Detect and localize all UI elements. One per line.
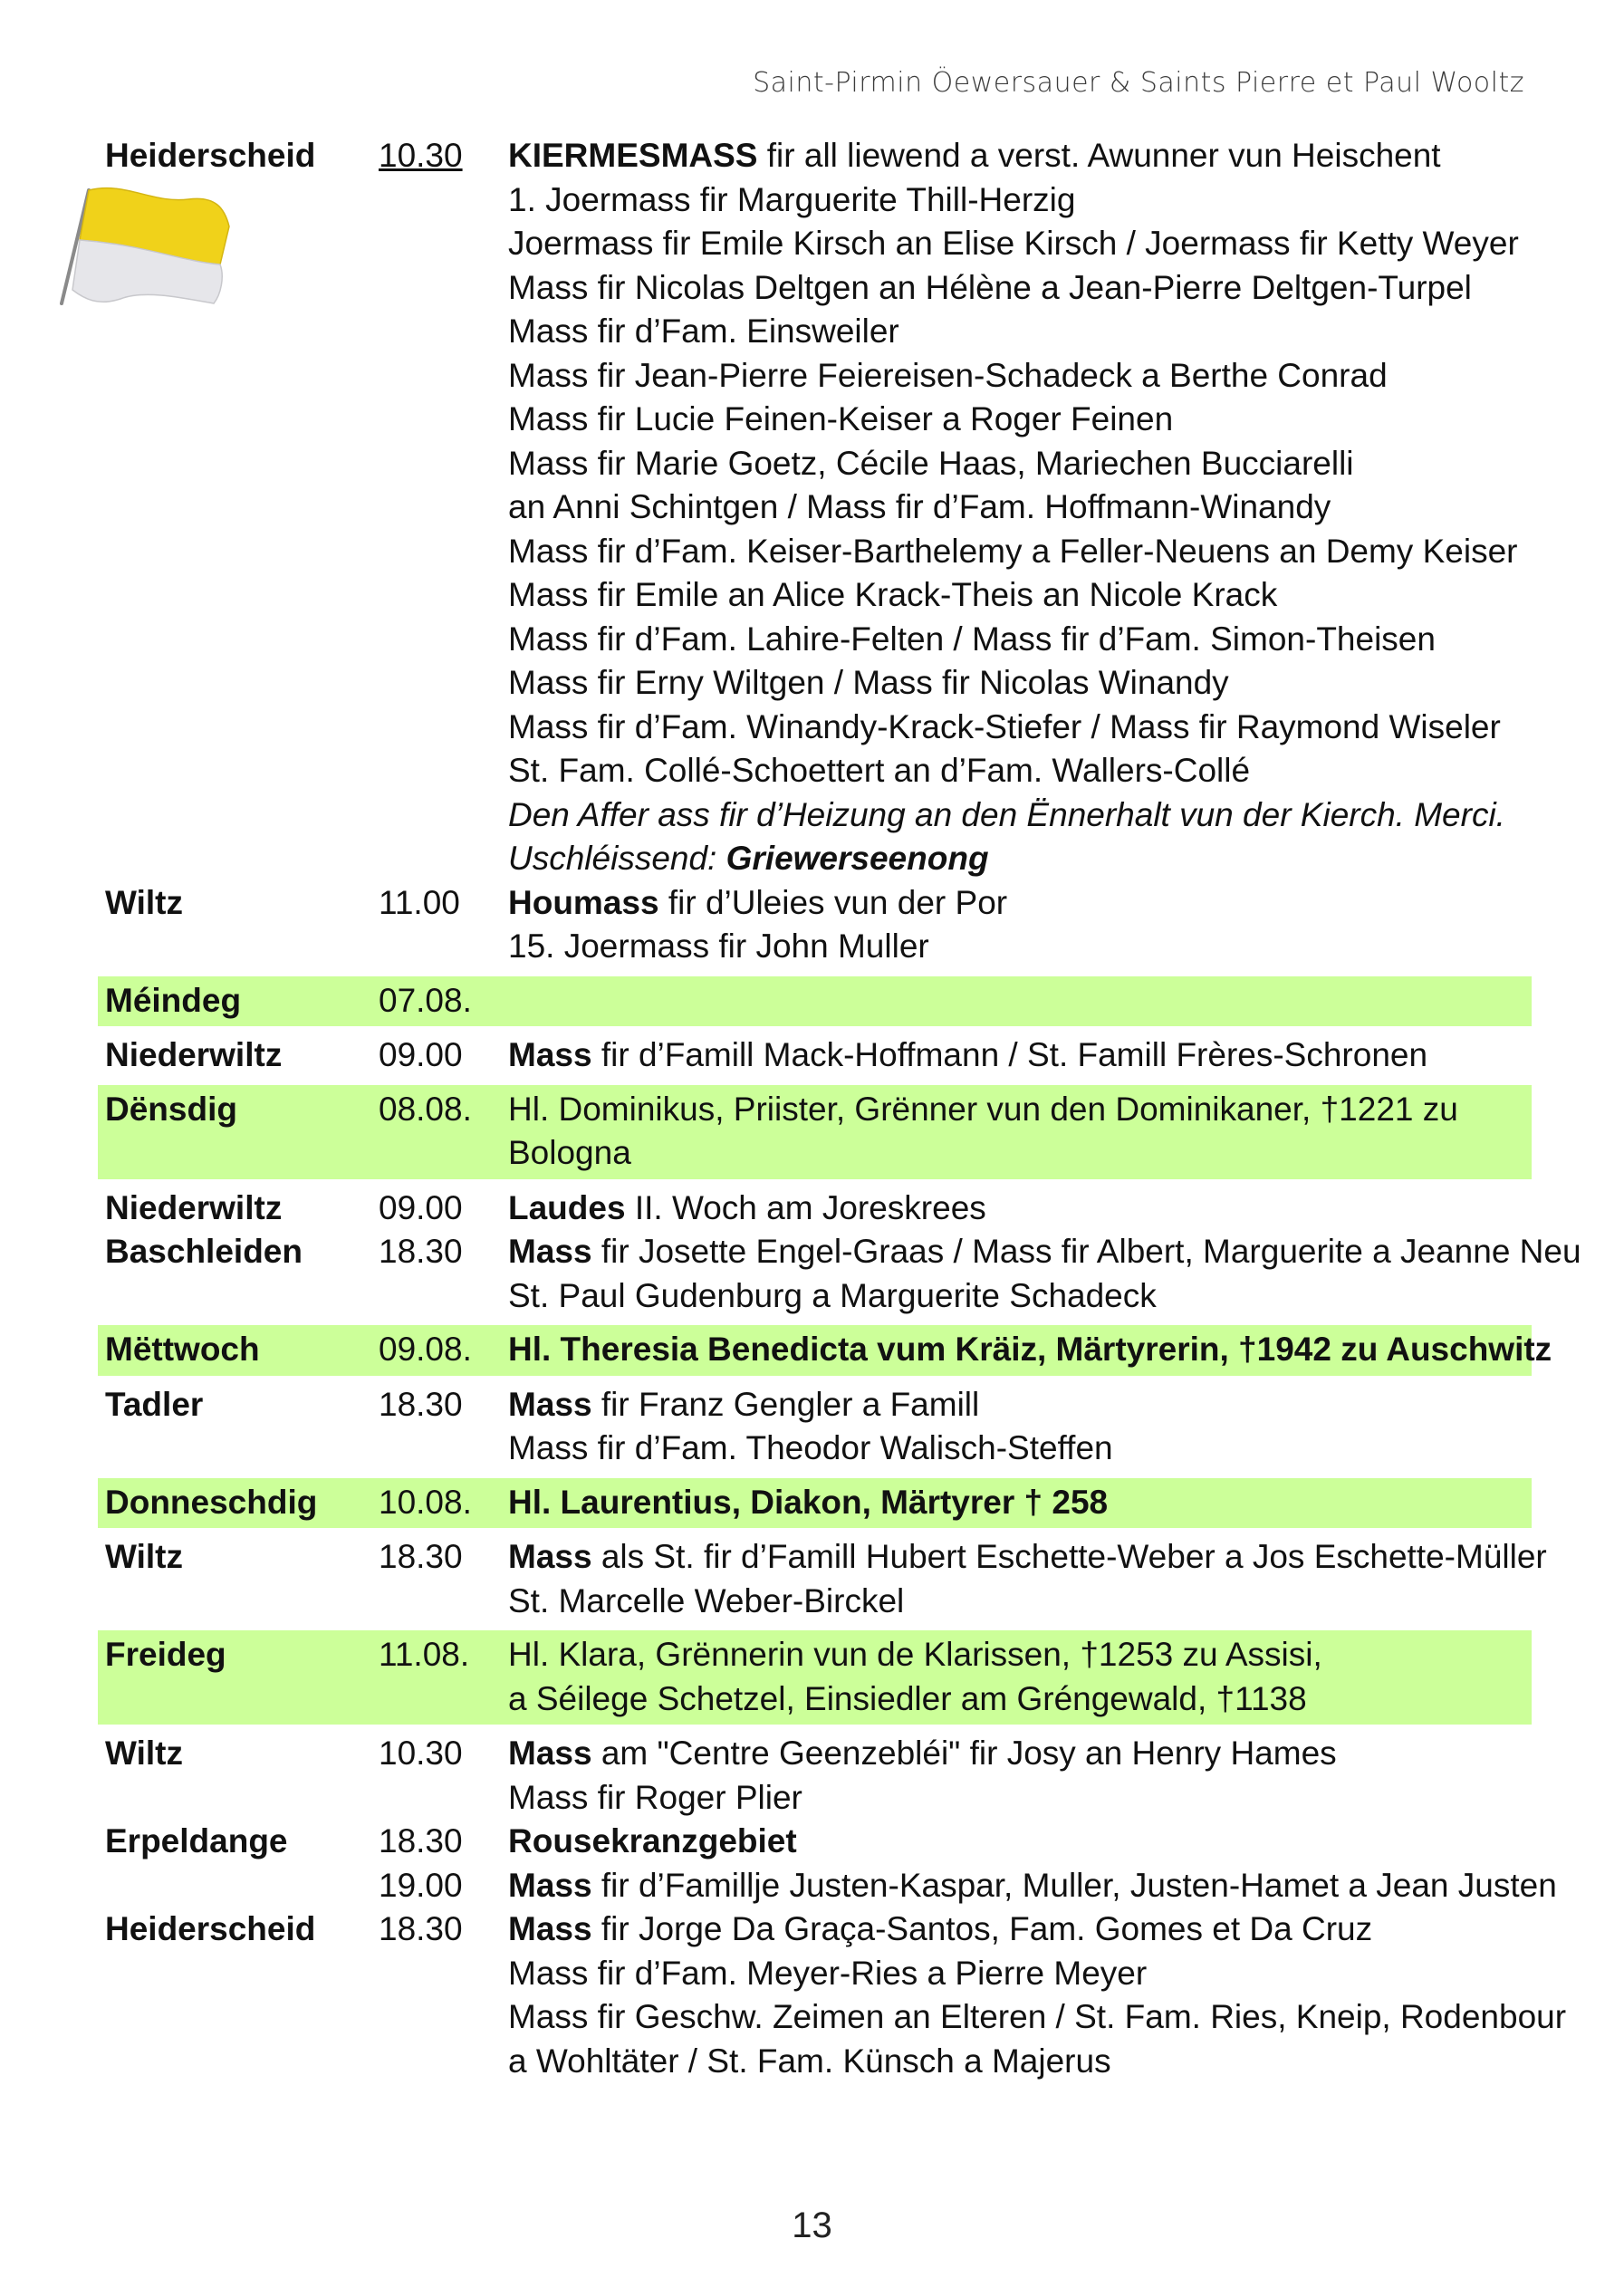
plain-text: Bologna bbox=[508, 1134, 631, 1171]
schedule-row bbox=[98, 1187, 1581, 1319]
date-value: 07.08. bbox=[379, 981, 472, 1019]
plain-text: Mass fir Nicolas Deltgen an Hélène a Jean-Pierre Deltgen-Turpel bbox=[508, 268, 1472, 306]
plain-text: St. Paul Gudenburg a Marguerite Schadeck bbox=[508, 1276, 1157, 1314]
entry-line bbox=[508, 1187, 1532, 1231]
time-label bbox=[379, 1907, 578, 1952]
entry-text bbox=[508, 1633, 1532, 1721]
entry-line bbox=[508, 1131, 1532, 1176]
emphasis-text: Mass bbox=[508, 1385, 592, 1423]
emphasis-text: Mass bbox=[508, 1036, 592, 1073]
date-value: 11.08. bbox=[379, 1636, 470, 1673]
place-name: Freideg bbox=[105, 1636, 226, 1673]
emphasis-text: Mass bbox=[508, 1910, 592, 1947]
plain-text: Hl. Klara, Grënnerin vun de Klarissen, †1253 zu Assisi, bbox=[508, 1636, 1322, 1673]
entry-line bbox=[508, 1580, 1532, 1624]
place-name: Baschleiden bbox=[105, 1233, 303, 1270]
entry-line bbox=[508, 1328, 1552, 1372]
place-name: Niederwiltz bbox=[105, 1188, 283, 1226]
entry-line bbox=[508, 530, 1532, 574]
entry-text bbox=[508, 1328, 1552, 1372]
time-value: 18.30 bbox=[379, 1233, 463, 1270]
entry-line bbox=[508, 442, 1532, 486]
papal-flag-icon bbox=[43, 154, 279, 326]
entry-line bbox=[508, 1633, 1532, 1677]
entry-line bbox=[508, 1864, 1557, 1908]
entry-line bbox=[508, 1907, 1532, 1952]
place-name: Donneschdig bbox=[105, 1483, 318, 1521]
entry-line bbox=[508, 661, 1532, 706]
entry-line bbox=[508, 178, 1532, 223]
time-label bbox=[379, 1820, 578, 1907]
entry-line bbox=[508, 618, 1532, 662]
date-label bbox=[379, 979, 578, 1023]
emphasis-text: Hl. Laurentius, Diakon, Märtyrer † 258 bbox=[508, 1483, 1109, 1521]
time-value: 18.30 bbox=[379, 1910, 463, 1947]
plain-text: Hl. Dominikus, Priister, Grënner vun den Dominikaner, †1221 zu bbox=[508, 1090, 1458, 1128]
plain-text: Joermass fir Emile Kirsch an Elise Kirsch / Joermass fir Ketty Weyer bbox=[508, 225, 1519, 262]
emphasis-text: Mass bbox=[508, 1734, 592, 1772]
entry-line bbox=[508, 2040, 1532, 2084]
place-name: Niederwiltz bbox=[105, 1036, 283, 1073]
weekday-label bbox=[105, 1481, 317, 1525]
time-label bbox=[379, 134, 578, 178]
entry-line bbox=[508, 310, 1532, 354]
time-value: 11.00 bbox=[379, 883, 460, 921]
entry-line bbox=[508, 222, 1532, 266]
plain-text: a Wohltäter / St. Fam. Künsch a Majerus bbox=[508, 2042, 1111, 2080]
entry-line bbox=[508, 706, 1532, 750]
place-name: Erpeldange bbox=[105, 1822, 288, 1859]
entry-line bbox=[508, 266, 1532, 311]
entry-line bbox=[508, 1088, 1532, 1132]
entry-line bbox=[508, 1427, 1532, 1471]
schedule-row bbox=[98, 134, 1532, 881]
time-value: 09.00 bbox=[379, 1036, 463, 1073]
time-value: 10.30 bbox=[379, 1734, 463, 1772]
plain-text: fir d’Uleies vun der Por bbox=[658, 883, 1008, 921]
plain-text: fir Jorge Da Graça-Santos, Fam. Gomes et Da Cruz bbox=[591, 1910, 1373, 1947]
schedule-row bbox=[98, 881, 1532, 969]
plain-text: fir d’Famillje Justen-Kaspar, Muller, Justen-Hamet a Jean Justen bbox=[591, 1866, 1557, 1904]
emphasis-text: Den Affer ass fir d’Heizung an den Ënnerhalt vun der Kierch. Merci. bbox=[508, 795, 1505, 833]
time-label bbox=[379, 1732, 578, 1776]
schedule-row bbox=[98, 1907, 1567, 2083]
entry-line bbox=[508, 354, 1532, 399]
time-label bbox=[379, 1535, 578, 1580]
plain-text: Mass fir Roger Plier bbox=[508, 1778, 802, 1816]
plain-text: 1. Joermass fir Marguerite Thill-Herzig bbox=[508, 180, 1076, 218]
schedule-row bbox=[98, 1820, 1557, 1907]
place-name: Dënsdig bbox=[105, 1090, 237, 1128]
emphasis-text: Griewerseenong bbox=[726, 840, 989, 877]
date-value: 08.08. bbox=[379, 1090, 472, 1128]
plain-text: fir Franz Gengler a Famill bbox=[591, 1385, 980, 1423]
plain-text: Mass fir d’Fam. Einsweiler bbox=[508, 312, 899, 350]
entry-line bbox=[508, 1230, 1581, 1274]
place-name: Heiderscheid bbox=[105, 137, 316, 174]
plain-text: an Anni Schintgen / Mass fir d’Fam. Hoffmann-Winandy bbox=[508, 488, 1331, 525]
plain-text: Mass fir Marie Goetz, Cécile Haas, Mariechen Bucciarelli bbox=[508, 444, 1354, 482]
entry-line bbox=[508, 925, 1532, 969]
weekday-label bbox=[105, 1088, 237, 1132]
weekday-label bbox=[105, 1633, 226, 1677]
entry-line bbox=[508, 1033, 1532, 1078]
entry-text bbox=[508, 1187, 1581, 1319]
entry-line bbox=[508, 1274, 1532, 1319]
emphasis-text: Uschléissend: bbox=[508, 840, 726, 877]
place-label bbox=[105, 881, 183, 926]
entry-text bbox=[508, 134, 1532, 881]
entry-line bbox=[508, 1383, 1532, 1427]
time-value: 10.30 bbox=[379, 137, 463, 174]
entry-text bbox=[508, 1535, 1547, 1623]
entry-line bbox=[508, 793, 1532, 838]
place-name: Wiltz bbox=[105, 1734, 183, 1772]
day-header-row bbox=[98, 1085, 1532, 1179]
schedule-row bbox=[98, 1535, 1547, 1623]
date-label bbox=[379, 1633, 578, 1677]
schedule-row bbox=[98, 1383, 1532, 1471]
emphasis-text: Mass bbox=[508, 1866, 592, 1904]
plain-text: Mass fir d’Fam. Keiser-Barthelemy a Feller-Neuens an Demy Keiser bbox=[508, 532, 1518, 570]
entry-line bbox=[508, 134, 1532, 178]
entry-line bbox=[508, 1677, 1532, 1722]
entry-text bbox=[508, 881, 1532, 969]
plain-text: fir Josette Engel-Graas / Mass fir Albert, Marguerite a Jeanne Neu bbox=[591, 1233, 1581, 1270]
emphasis-text: Mass bbox=[508, 1538, 592, 1575]
day-header-row bbox=[98, 976, 1532, 1027]
emphasis-text: Mass bbox=[508, 1233, 592, 1270]
entry-text bbox=[508, 1481, 1532, 1525]
place-label bbox=[105, 1187, 303, 1274]
date-label bbox=[379, 1088, 578, 1132]
plain-text: Mass fir d’Fam. Theodor Walisch-Steffen bbox=[508, 1429, 1113, 1466]
entry-text bbox=[508, 1732, 1532, 1820]
place-name: Wiltz bbox=[105, 883, 183, 921]
emphasis-text: Rousekranzgebiet bbox=[508, 1822, 797, 1859]
entry-text bbox=[508, 1820, 1557, 1907]
place-label bbox=[105, 1907, 315, 1952]
mass-schedule bbox=[98, 134, 1581, 2083]
emphasis-text: Laudes bbox=[508, 1188, 626, 1226]
day-header-row bbox=[98, 1325, 1552, 1376]
plain-text: Mass fir d’Fam. Winandy-Krack-Stiefer / Mass fir Raymond Wiseler bbox=[508, 707, 1501, 745]
entry-text bbox=[508, 1907, 1567, 2083]
place-label bbox=[105, 1535, 183, 1580]
weekday-label bbox=[105, 979, 241, 1023]
plain-text: am "Centre Geenzebléi" fir Josy an Henry Hames bbox=[591, 1734, 1337, 1772]
entry-line bbox=[508, 1535, 1547, 1580]
plain-text: a Séilege Schetzel, Einsiedler am Gréngewald, †1138 bbox=[508, 1679, 1307, 1717]
time-value: 09.00 bbox=[379, 1188, 463, 1226]
place-name: Méindeg bbox=[105, 981, 242, 1019]
place-label bbox=[105, 1383, 203, 1427]
day-header-row bbox=[98, 1630, 1532, 1725]
plain-text: fir d’Famill Mack-Hoffmann / St. Famill Frères-Schronen bbox=[591, 1036, 1428, 1073]
plain-text: Mass fir Lucie Feinen-Keiser a Roger Feinen bbox=[508, 400, 1174, 437]
plain-text: Mass fir Erny Wiltgen / Mass fir Nicolas Winandy bbox=[508, 664, 1229, 701]
plain-text: Mass fir Jean-Pierre Feiereisen-Schadeck a Berthe Conrad bbox=[508, 356, 1388, 394]
place-name: Wiltz bbox=[105, 1538, 183, 1575]
date-value: 10.08. bbox=[379, 1483, 472, 1521]
plain-text: 15. Joermass fir John Muller bbox=[508, 927, 929, 965]
place-name: Tadler bbox=[105, 1385, 204, 1423]
entry-text bbox=[508, 979, 1532, 1023]
entry-line bbox=[508, 1820, 1532, 1864]
date-label bbox=[379, 1481, 578, 1525]
place-label bbox=[105, 1033, 282, 1078]
day-header-row bbox=[98, 1478, 1532, 1529]
plain-text: Mass fir d’Fam. Meyer-Ries a Pierre Meyer bbox=[508, 1954, 1148, 1992]
entry-line bbox=[508, 837, 1532, 881]
place-name: Mëttwoch bbox=[105, 1331, 260, 1368]
entry-line bbox=[508, 485, 1532, 530]
entry-text bbox=[508, 1383, 1532, 1471]
schedule-row bbox=[98, 1033, 1532, 1078]
entry-line bbox=[508, 1952, 1532, 1996]
entry-line bbox=[508, 1481, 1532, 1525]
schedule-row bbox=[98, 1732, 1532, 1820]
place-label bbox=[105, 1732, 183, 1776]
plain-text: St. Marcelle Weber-Birckel bbox=[508, 1581, 905, 1619]
page-number: 13 bbox=[792, 2205, 832, 2245]
entry-line bbox=[508, 573, 1532, 618]
date-label bbox=[379, 1328, 578, 1372]
entry-text bbox=[508, 1088, 1532, 1176]
entry-line bbox=[508, 881, 1532, 926]
time-value: 19.00 bbox=[379, 1866, 463, 1904]
date-value: 09.08. bbox=[379, 1331, 472, 1368]
place-name: Heiderscheid bbox=[105, 1910, 316, 1947]
time-label bbox=[379, 1033, 578, 1078]
weekday-label bbox=[105, 1328, 260, 1372]
time-value: 18.30 bbox=[379, 1538, 463, 1575]
plain-text: fir all liewend a verst. Awunner vun Heischent bbox=[757, 137, 1441, 174]
time-label bbox=[379, 881, 578, 926]
plain-text: Mass fir d’Fam. Lahire-Felten / Mass fir d’Fam. Simon-Theisen bbox=[508, 620, 1436, 658]
entry-line bbox=[508, 398, 1532, 442]
page-header: Saint-Pirmin Öewersauer & Saints Pierre et Paul Wooltz bbox=[753, 67, 1524, 99]
time-label bbox=[379, 1383, 578, 1427]
place-label bbox=[105, 1820, 288, 1864]
plain-text: St. Fam. Collé-Schoettert an d’Fam. Wallers-Collé bbox=[508, 752, 1251, 789]
time-value: 18.30 bbox=[379, 1385, 463, 1423]
time-label bbox=[379, 1187, 578, 1274]
plain-text: Mass fir Emile an Alice Krack-Theis an Nicole Krack bbox=[508, 576, 1278, 613]
entry-text bbox=[508, 1033, 1532, 1078]
plain-text: II. Woch am Joreskrees bbox=[625, 1188, 986, 1226]
entry-line bbox=[508, 1776, 1532, 1821]
entry-line bbox=[508, 749, 1532, 793]
plain-text: als St. fir d’Famill Hubert Eschette-Weber a Jos Eschette-Müller bbox=[591, 1538, 1547, 1575]
entry-line bbox=[508, 1995, 1567, 2040]
entry-line bbox=[508, 1732, 1532, 1776]
emphasis-text: Hl. Theresia Benedicta vum Kräiz, Märtyrerin, †1942 zu Auschwitz bbox=[508, 1331, 1552, 1368]
plain-text: Mass fir Geschw. Zeimen an Elteren / St. Fam. Ries, Kneip, Rodenbour bbox=[508, 1998, 1567, 2035]
emphasis-text: KIERMESMASS bbox=[508, 137, 758, 174]
time-value: 18.30 bbox=[379, 1822, 463, 1859]
emphasis-text: Houmass bbox=[508, 883, 659, 921]
